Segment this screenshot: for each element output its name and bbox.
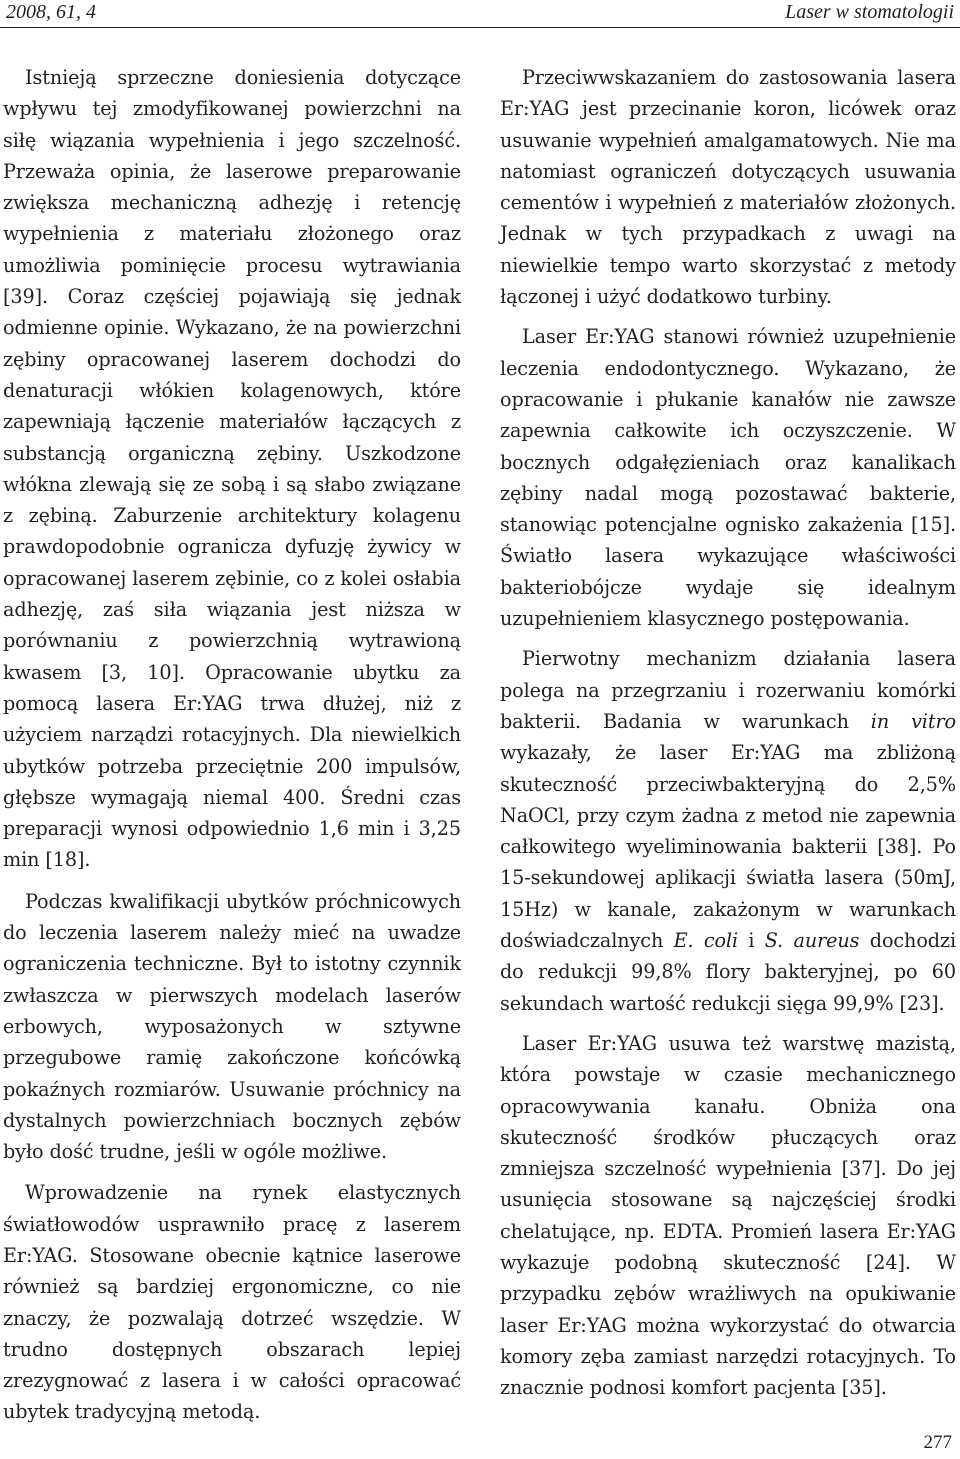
journal-citation: 2008, 61, 4 (6, 1, 96, 23)
left-paragraph-3: Wprowadzenie na rynek elastycznych światłowodów usprawniło pracę z laserem Er:YAG. Stosowane obecnie kątnice laserowe również są bardziej ergonomiczne, co nie znaczy, że pozwalają dotrzeć wszędzie. W trudno dostępnych obszarach lepiej zrezygnować z lasera i w całości opracować ubytek tradycyjną metodą. (3, 1181, 461, 1424)
s-aureus-term: S. aureus (764, 929, 860, 953)
left-paragraph-1: Istnieją sprzeczne doniesienia dotyczące wpływu tej zmodyfikowanej powierzchni na siłę wiązania wypełnienia i jego szczelność. Przeważa opinia, że laserowe preparowanie zwiększa mechaniczną adhezję i retencję wypełnienia z materiału złożonego oraz umożliwia pominięcie procesu wytrawiania [39]. Coraz częściej pojawiają się jednak odmienne opinie. Wykazano, że na powierzchni zębiny opracowanej laserem dochodzi do denaturacji włókien kolagenowych, które zapewniają łączenie materiałów łączących z substancją organiczną zębiny. Uszkodzone włókna zlewają się ze sobą i są słabo związane z zębiną. Zaburzenie architektury kolagenu prawdopodobnie ogranicza dyfuzję żywicy w opracowanej laserem zębinie, co z kolei osłabia adhezję, zaś siła wiązania jest niższa w porównaniu z powierzchnią wytrawioną kwasem [3, 10]. Opracowanie ubytku za pomocą lasera Er:YAG trwa dłużej, niż z użyciem narządzi rotacyjnych. Dla niewielkich ubytków potrzeba przeciętnie 200 impulsów, głębsze wymagają niemal 400. Średni czas preparacji wynosi odpowiednio 1,6 min i 3,25 min [18]. (3, 66, 461, 872)
in-vitro-term: in vitro (870, 709, 956, 733)
header-rule (0, 27, 960, 28)
journal-section-title: Laser w stomatologii (785, 1, 954, 23)
right-paragraph-4: Laser Er:YAG usuwa też warstwę mazistą, która powstaje w czasie mechanicznego opracowywania kanału. Obniża ona skuteczność środków płuczących oraz zmniejsza szczelność wypełnienia [37]. Do jej usunięcia stosowane są najczęściej środki chelatujące, np. EDTA. Promień lasera Er:YAG wykazuje podobną skuteczność [24]. W przypadku zębów wrażliwych na opukiwanie laser Er:YAG można wykorzystać do otwarcia komory zęba zamiast narzędzi rotacyjnych. To znacznie podnosi komfort pacjenta [35]. (500, 1031, 956, 1400)
right-column (500, 62, 956, 1403)
right-paragraph-1: Przeciwwskazaniem do zastosowania lasera Er:YAG jest przecinanie koron, licówek oraz usuwanie wypełnień amalgamatowych. Nie ma natomiast ograniczeń dotyczących usuwania cementów i wypełnień z materiałów złożonych. Jednak w tych przypadkach z uwagi na niewielkie tempo warto skorzystać z metody łączonej i użyć dodatkowo turbiny. (500, 66, 956, 309)
left-paragraph-2: Podczas kwalifikacji ubytków próchnicowych do leczenia laserem należy mieć na uwadze ograniczenia techniczne. Był to istotny czynnik zwłaszcza w pierwszych modelach laserów erbowych, wyposażonych w sztywne przegubowe ramię zakończone końcówką pokaźnych rozmiarów. Usuwanie próchnicy na dystalnych powierzchniach bocznych zębów było dość trudne, jeśli w ogóle możliwe. (3, 889, 461, 1164)
text-span: wykazały, że laser Er:YAG ma zbliżoną skuteczność przeciwbakteryjną do 2,5% NaOCl, przy czym żadna z metod nie zapewnia całkowitego wyeliminowania bakterii [38]. Po 15-sekundowej aplikacji światła lasera (50mJ, 15Hz) w kanale, zakażonym w warunkach doświadczalnych (500, 741, 956, 953)
text-span: dochodzi do redukcji 99,8% flory bakteryjnej, po 60 sekundach wartość redukcji sięga 99,9% [23]. (500, 929, 956, 1015)
text-span: i (738, 929, 765, 953)
left-column (3, 62, 461, 1428)
right-paragraph-2: Laser Er:YAG stanowi również uzupełnienie leczenia endodontycznego. Wykazano, że opracowanie i płukanie kanałów nie zawsze zapewnia całkowite ich oczyszczenie. W bocznych odgałęzieniach oraz kanalikach zębiny nadal mogą pozostawać bakterie, stanowiąc potencjalne ognisko zakażenia [15]. Światło lasera wykazujące właściwości bakteriobójcze wydaje się idealnym uzupełnieniem klasycznego postępowania. (500, 325, 956, 631)
right-paragraph-3 (500, 643, 956, 1019)
text-span: Pierwotny mechanizm działania lasera polega na przegrzaniu i rozerwaniu komórki bakterii. Badania w warunkach (500, 647, 956, 733)
e-coli-term: E. coli (673, 929, 738, 953)
running-header (0, 0, 960, 30)
page-number: 277 (923, 1432, 952, 1453)
